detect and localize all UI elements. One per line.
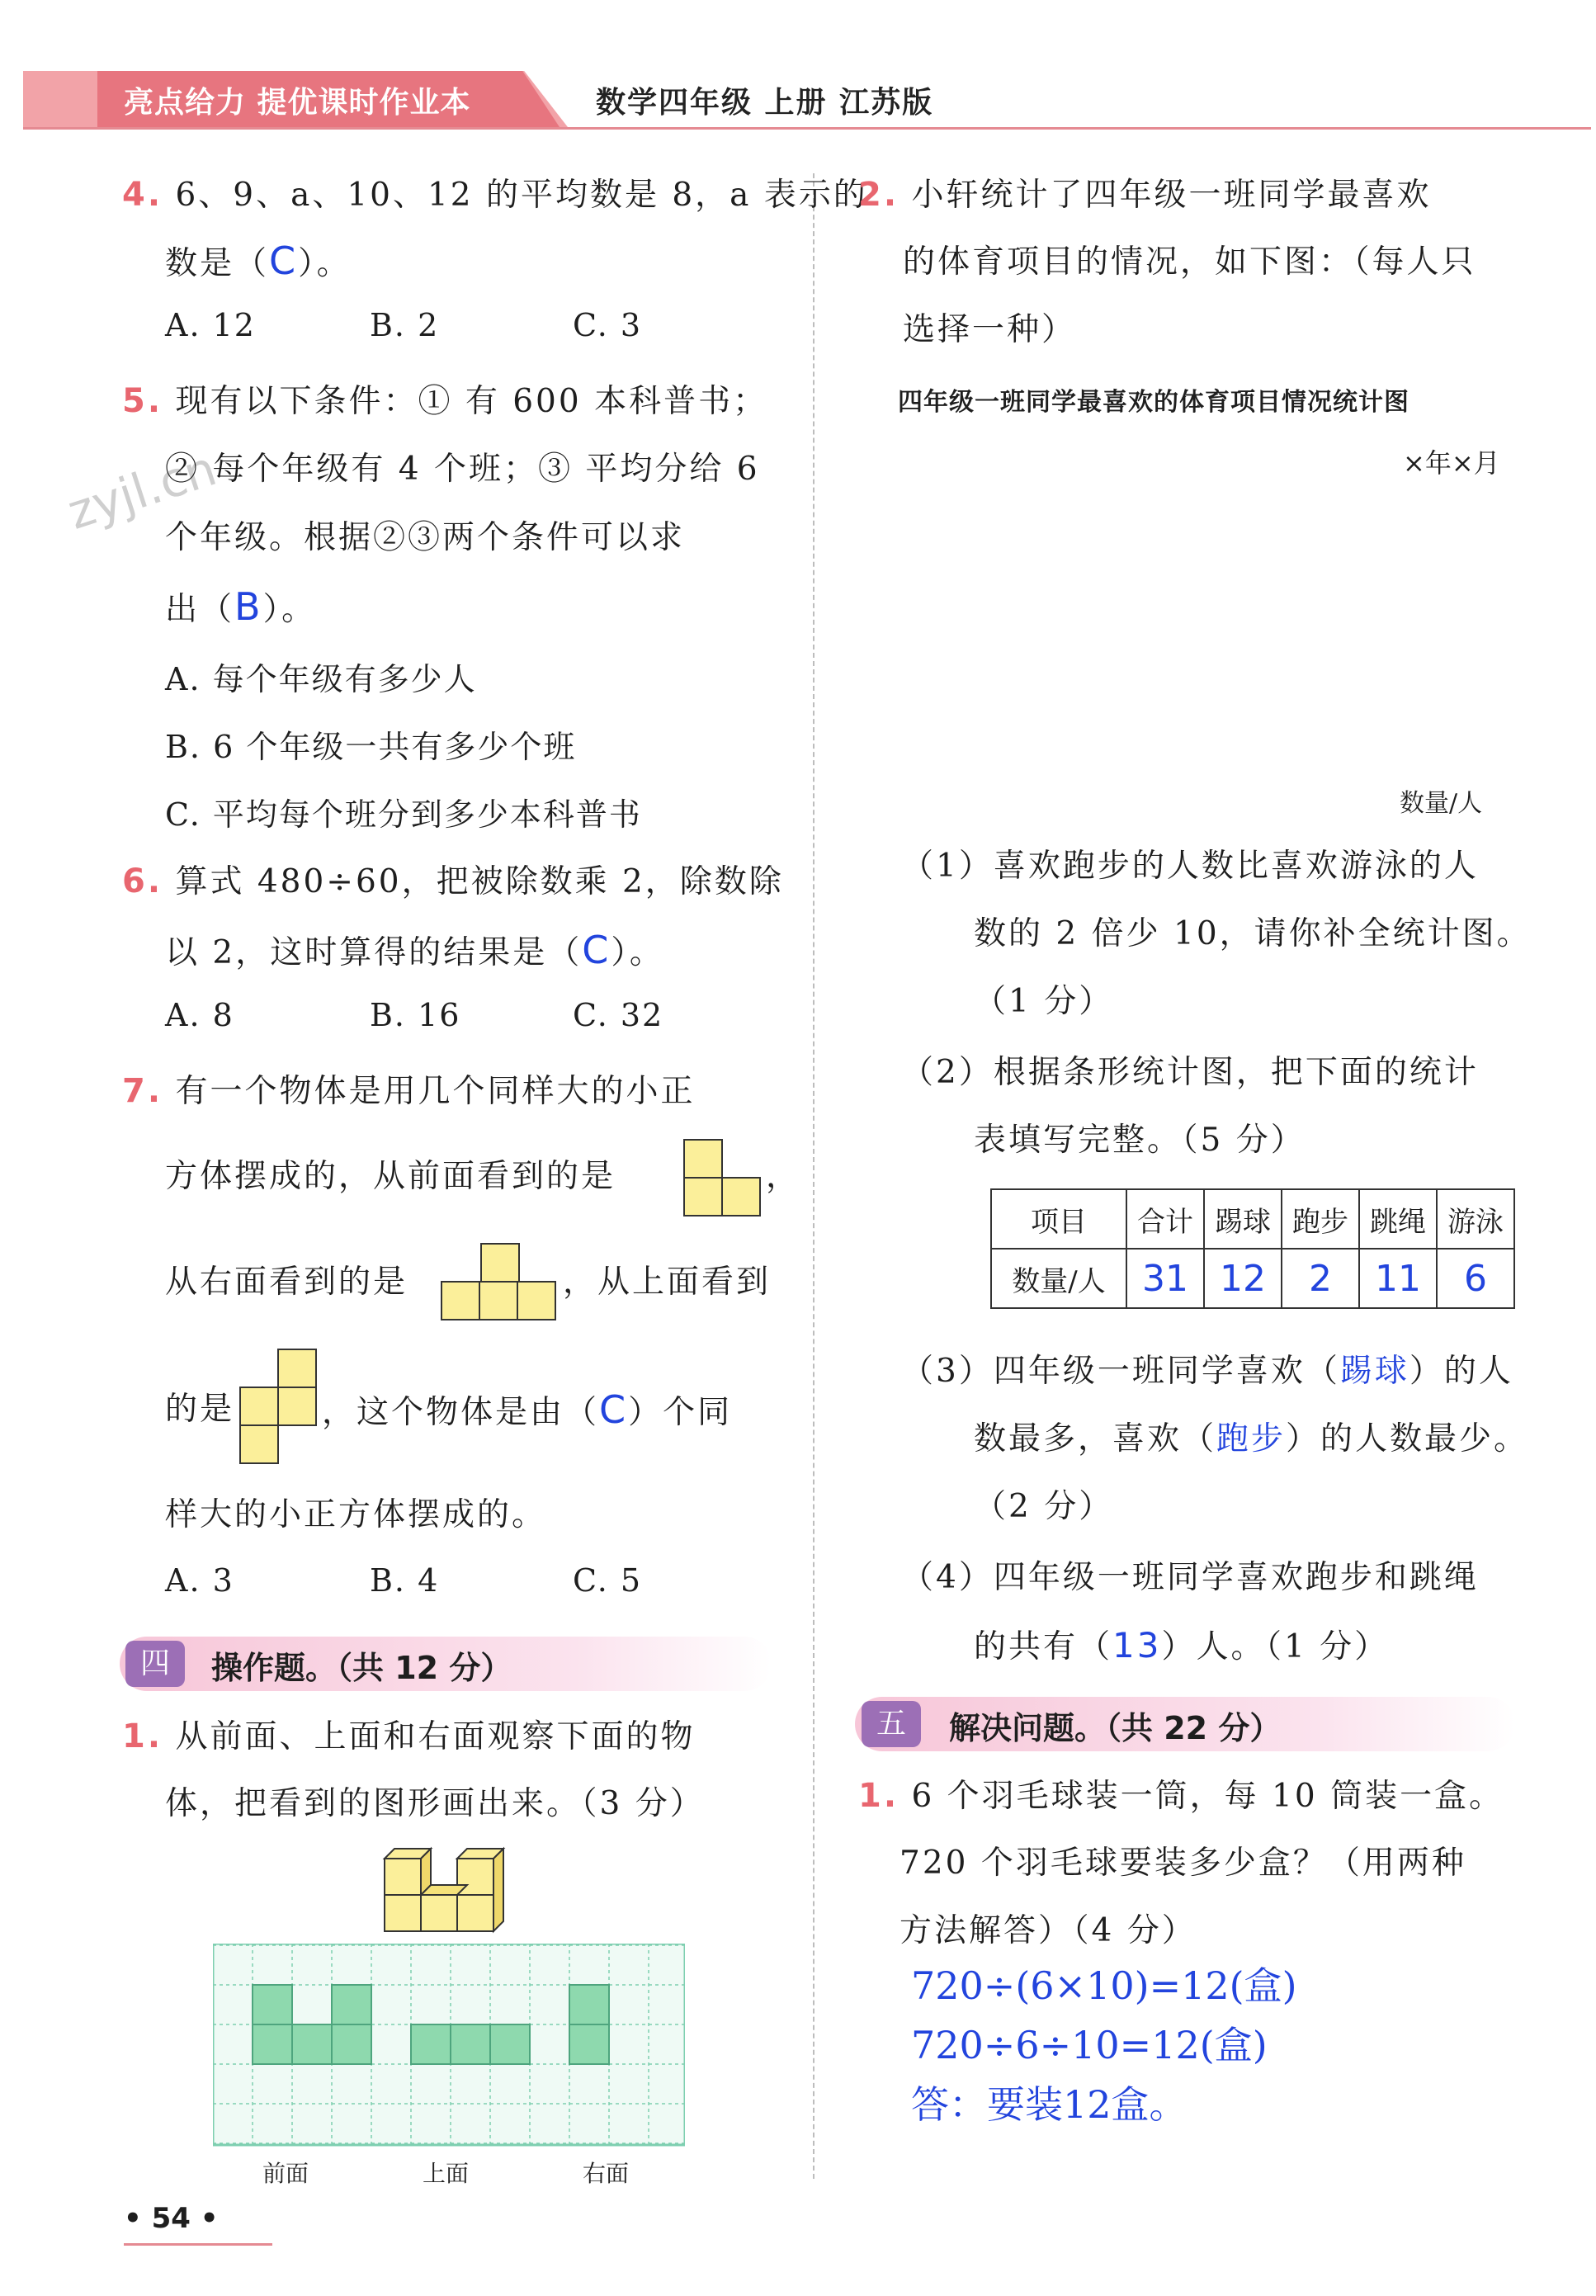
answer: C: [599, 1387, 629, 1432]
question-number: 2.: [858, 176, 900, 214]
option-c: C. 32: [573, 997, 664, 1033]
question-2: 2. 小轩统计了四年级一班同学最喜欢: [858, 176, 1432, 214]
question-number: 1.: [858, 1777, 900, 1815]
sub-question-1: （1）喜欢跑步的人数比喜欢游泳的人: [901, 848, 1479, 885]
table-header: 踢球: [1204, 1189, 1282, 1249]
question-6-line2: 以 2，这时算得的结果是（C）。: [165, 928, 664, 972]
watermark: zyjl.cn: [60, 440, 224, 541]
front-cell: [332, 1985, 371, 2024]
top-view-figure: [239, 1349, 322, 1469]
option-a: A. 8: [165, 997, 234, 1033]
answer: C: [582, 928, 611, 972]
problem-1-line2: 720 个羽毛球要装多少盒？（用两种: [900, 1845, 1466, 1882]
question-4: [122, 173, 868, 217]
table-header: 合计: [1126, 1189, 1204, 1249]
question-7-line4a: 的是: [165, 1391, 235, 1428]
label-front: 前面: [262, 2160, 309, 2187]
statistics-table: [990, 1188, 1515, 1309]
option-b: B. 6 个年级一共有多少个班: [165, 729, 577, 765]
sub-question-1-line3: （1 分）: [974, 983, 1114, 1020]
question-2-line2: 的体育项目的情况，如下图：（每人只: [903, 243, 1476, 281]
option-c: C. 平均每个班分到多少本科普书: [165, 796, 642, 833]
section-4-tag: 四: [125, 1641, 185, 1687]
option-b: B. 2: [370, 307, 440, 343]
table-header: 游泳: [1437, 1189, 1514, 1249]
table-header-row: [991, 1189, 1514, 1249]
chart-date: ×年×月: [1403, 447, 1500, 479]
question-5: 5. 现有以下条件：① 有 600 本科普书；: [122, 382, 768, 420]
question-7-line5: 样大的小正方体摆成的。: [165, 1496, 547, 1533]
answer: B: [234, 584, 263, 629]
question-5-line4: 出（B）。: [165, 584, 317, 629]
shuttlecock-tubes-illustration: [1238, 1972, 1535, 2171]
sub-question-3-line3: （2 分）: [974, 1488, 1114, 1525]
question-7-line2: 方体摆成的，从前面看到的是: [165, 1158, 616, 1195]
table-header: 跳绳: [1359, 1189, 1437, 1249]
front-cell: [332, 2024, 371, 2064]
header-rule: [23, 127, 1591, 130]
question-number: 5.: [122, 382, 163, 420]
question-number: 4.: [122, 176, 163, 214]
chart-x-label: 数量/人: [1400, 789, 1483, 818]
table-header: 项目: [991, 1189, 1126, 1249]
option-a: A. 12: [165, 307, 256, 343]
view-drawing-grid: [213, 1944, 685, 2150]
option-b: B. 4: [370, 1562, 440, 1599]
section-4-title: 操作题。（共 12 分）: [211, 1650, 512, 1686]
operation-1-line2: 体，把看到的图形画出来。（3 分）: [165, 1785, 705, 1822]
label-top: 上面: [423, 2160, 470, 2187]
table-row: [991, 1249, 1514, 1308]
answer: 踢球: [1339, 1353, 1409, 1390]
table-cell: 6: [1437, 1249, 1514, 1308]
chart-title: 四年级一班同学最喜欢的体育项目情况统计图: [898, 388, 1409, 417]
problem-1-line3: 方法解答）（4 分）: [900, 1912, 1197, 1949]
front-cell: [253, 1985, 292, 2024]
option-b: B. 16: [370, 997, 461, 1033]
table-cell: 11: [1359, 1249, 1437, 1308]
top-cell: [411, 2024, 451, 2064]
question-7-line3b: ，从上面看到: [563, 1264, 772, 1301]
work-line-3: 答：要装12盒。: [911, 2082, 1188, 2127]
operation-1: 1. 从前面、上面和右面观察下面的物: [122, 1717, 696, 1755]
problem-1: 1. 6 个羽毛球装一筒，每 10 筒装一盒。: [858, 1777, 1504, 1815]
sub-question-3-line2: 数最多，喜欢（跑步）的人数最少。: [974, 1420, 1529, 1457]
question-7-line3a: 从右面看到的是: [165, 1264, 408, 1301]
right-cell: [569, 1985, 609, 2024]
column-divider: [813, 173, 815, 2179]
top-cell: [451, 2024, 490, 2064]
sub-question-3: （3）四年级一班同学喜欢（踢球）的人: [901, 1353, 1513, 1390]
sub-question-2-line2: 表填写完整。（5 分）: [974, 1122, 1306, 1159]
answer: 跑步: [1216, 1420, 1287, 1457]
option-a: A. 每个年级有多少人: [165, 661, 477, 697]
work-line-2: 720÷6÷10=12(盒): [911, 2023, 1268, 2067]
table-cell: 2: [1282, 1249, 1359, 1308]
right-cell: [569, 2024, 609, 2064]
question-7-line4: ，这个物体是由（C）个同: [322, 1387, 733, 1432]
table-row-label: 数量/人: [991, 1249, 1126, 1308]
question-number: 1.: [122, 1717, 163, 1755]
question-number: 7.: [122, 1072, 163, 1110]
question-2-line3: 选择一种）: [903, 311, 1077, 348]
option-c: C. 5: [573, 1562, 643, 1599]
front-view-figure: [683, 1139, 766, 1218]
header-book-title: 数学四年级 上册 江苏版: [596, 86, 934, 120]
option-a: A. 3: [165, 1562, 234, 1599]
option-c: C. 3: [573, 307, 643, 343]
question-7-comma: ，: [766, 1158, 801, 1195]
question-4-line2: 数是（C）。: [165, 239, 352, 283]
label-right: 右面: [583, 2160, 630, 2187]
header-brand: 亮点给力 提优课时作业本: [124, 86, 471, 120]
table-cell: 12: [1204, 1249, 1282, 1308]
answer: 13: [1112, 1625, 1162, 1665]
question-text: 6、9、a、10、12 的平均数是 8，a 表示的: [175, 177, 868, 214]
sub-question-1-line2: 数的 2 倍少 10，请你补全统计图。: [974, 915, 1532, 952]
question-6: 6. 算式 480÷60，把被除数乘 2，除数除: [122, 862, 784, 900]
right-view-figure: [441, 1243, 564, 1322]
table-header: 跑步: [1282, 1189, 1359, 1249]
page-number: • 54 •: [124, 2202, 219, 2235]
front-cell: [253, 2024, 292, 2064]
question-7: 7. 有一个物体是用几个同样大的小正: [122, 1072, 696, 1110]
sub-question-4-line2: 的共有（13）人。（1 分）: [974, 1625, 1390, 1665]
front-cell: [292, 2024, 332, 2064]
question-5-line3: 个年级。根据②③两个条件可以求: [165, 519, 686, 556]
bar-chart: [891, 479, 1535, 825]
section-5-tag: 五: [862, 1701, 921, 1747]
answer: C: [269, 239, 299, 283]
top-cell: [490, 2024, 530, 2064]
question-number: 6.: [122, 862, 163, 900]
sub-question-2: （2）根据条形统计图，把下面的统计: [901, 1054, 1479, 1091]
work-line-1: 720÷(6×10)=12(盒): [911, 1963, 1297, 2008]
sub-question-4: （4）四年级一班同学喜欢跑步和跳绳: [901, 1559, 1479, 1596]
page-number-rule: [124, 2243, 272, 2246]
section-5-title: 解决问题。（共 22 分）: [949, 1710, 1282, 1746]
cube-object-figure: [380, 1840, 528, 1939]
table-cell: 31: [1126, 1249, 1204, 1308]
question-5-line2: ② 每个年级有 4 个班；③ 平均分给 6: [165, 451, 760, 488]
